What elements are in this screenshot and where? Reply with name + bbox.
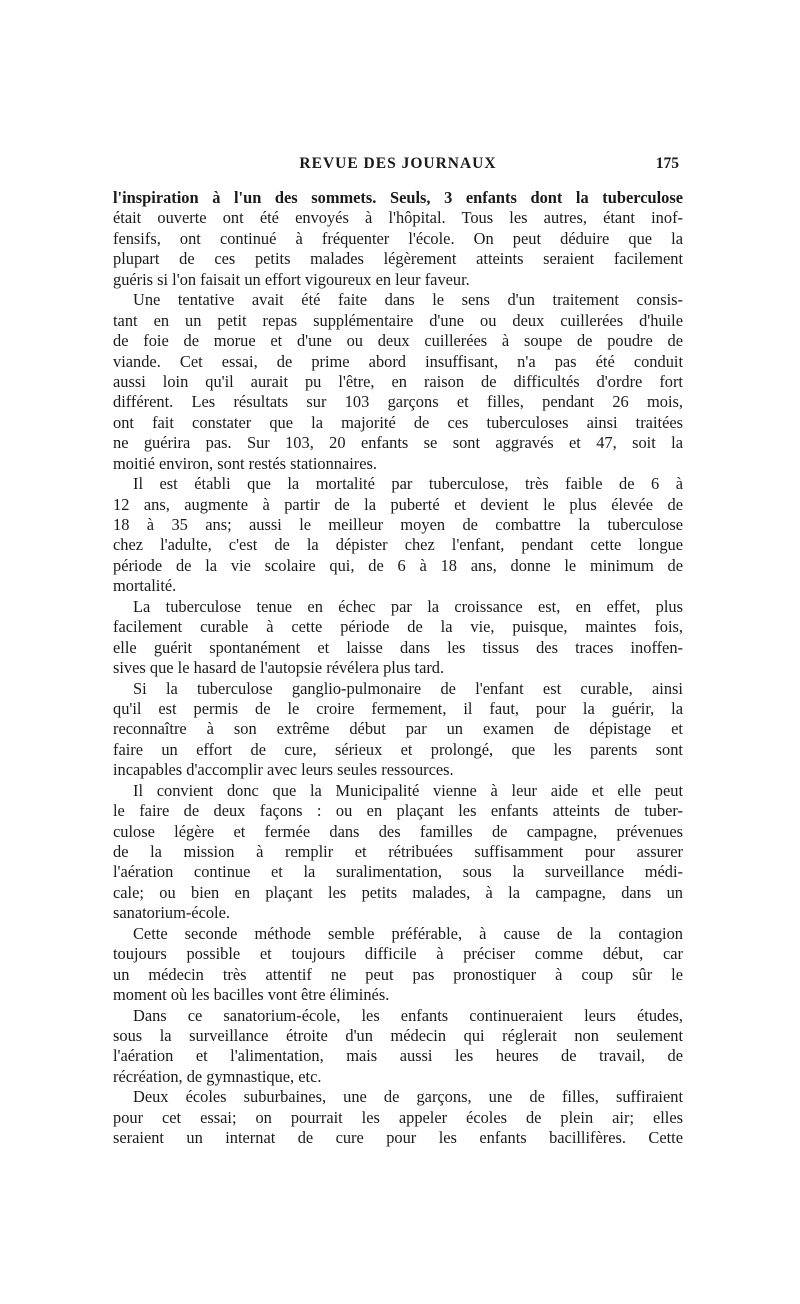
text-line: l'aération continue et la suralimentation, sous la surveillance médi- — [113, 862, 683, 882]
text-line: de la mission à remplir et rétribuées suffisamment pour assurer — [113, 842, 683, 861]
text-line: Il convient donc que la Municipalité vienne à leur aide et elle peut — [133, 780, 683, 800]
text-line: seraient un internat de cure pour les enfants bacillifères. Cette — [113, 1128, 683, 1148]
text-line: elle guérit spontanément et laisse dans les tissus des traces inoffen- — [113, 637, 683, 657]
text-line: toujours possible et toujours difficile à préciser comme début, car — [113, 944, 683, 964]
text-line: Si la tuberculose ganglio-pulmonaire de l'enfant est curable, ainsi — [133, 678, 683, 698]
text-line: Il est établi que la mortalité par tuberculose, très faible de 6 à — [133, 474, 683, 494]
text-line: de foie de morue et d'une ou deux cuillerées à soupe de poudre de — [113, 331, 683, 351]
text-line: 18 à 35 ans; aussi le meilleur moyen de combattre la tuberculose — [113, 515, 683, 534]
text-line: culose légère et fermée dans des familles de campagne, prévenues — [113, 821, 683, 841]
text-line: Une tentative avait été faite dans le sens d'un traitement consis- — [133, 290, 683, 310]
text-line: moment où les bacilles vont être éliminés. — [113, 985, 390, 1005]
text-line: était ouverte ont été envoyés à l'hôpital. Tous les autres, étant inof- — [113, 208, 683, 228]
running-title: REVUE DES JOURNAUX — [299, 155, 497, 172]
text-line: sous la surveillance étroite d'un médecin qui réglerait non seulement — [113, 1025, 683, 1045]
text-line: l'inspiration à l'un des sommets. Seuls, 3 enfants dont la tuberculose — [113, 188, 683, 207]
text-line: récréation, de gymnastique, etc. — [113, 1066, 322, 1086]
text-line: ont fait constater que la majorité de ces tuberculoses ainsi traitées — [113, 412, 683, 432]
text-line: un médecin très attentif ne peut pas pronostiquer à coup sûr le — [113, 964, 683, 984]
text-line: faire un effort de cure, sérieux et prolongé, que les parents sont — [113, 739, 683, 759]
text-line: chez l'adulte, c'est de la dépister chez l'enfant, pendant cette longue — [113, 535, 683, 555]
text-line: Cette seconde méthode semble préférable, à cause de la contagion — [133, 923, 683, 943]
text-line: sanatorium-école. — [113, 903, 230, 923]
text-line: reconnaître à son extrême début par un examen de dépistage et — [113, 719, 683, 739]
body-text — [113, 188, 683, 1149]
text-line: incapables d'accomplir avec leurs seules ressources. — [113, 760, 454, 780]
text-line: cale; ou bien en plaçant les petits malades, à la campagne, dans un — [113, 882, 683, 902]
text-line: viande. Cet essai, de prime abord insuffisant, n'a pas été conduit — [113, 351, 683, 371]
text-line: fensifs, ont continué à fréquenter l'école. On peut déduire que la — [113, 228, 683, 248]
text-line: Dans ce sanatorium-école, les enfants continueraient leurs études, — [133, 1005, 683, 1025]
text-line: Deux écoles suburbaines, une de garçons, une de filles, suffiraient — [133, 1087, 683, 1107]
text-line: La tuberculose tenue en échec par la croissance est, en effet, plus — [133, 596, 683, 616]
text-line: qu'il est permis de le croire fermement, il faut, pour la guérir, la — [113, 698, 683, 718]
text-line: l'aération et l'alimentation, mais aussi les heures de travail, de — [113, 1046, 683, 1066]
page-number: 175 — [655, 155, 679, 172]
text-line: sives que le hasard de l'autopsie révélera plus tard. — [113, 658, 445, 678]
text-line: le faire de deux façons : ou en plaçant les enfants atteints de tuber- — [113, 801, 683, 821]
text-line: aussi loin qu'il aurait pu l'être, en raison de difficultés d'ordre fort — [113, 371, 683, 391]
text-line: tant en un petit repas supplémentaire d'une ou deux cuillerées d'huile — [113, 310, 683, 330]
text-line: pour cet essai; on pourrait les appeler écoles de plein air; elles — [113, 1107, 683, 1127]
text-line: 12 ans, augmente à partir de la puberté et devient le plus élevée de — [113, 494, 683, 514]
document-page — [113, 0, 683, 1304]
text-line: plupart de ces petits malades légèrement atteints seraient facilement — [113, 249, 683, 269]
text-line: mortalité. — [113, 576, 177, 596]
text-line: guéris si l'on faisait un effort vigoureux en leur faveur. — [113, 269, 470, 289]
text-line: facilement curable à cette période de la vie, puisque, maintes fois, — [113, 617, 683, 637]
text-line: période de la vie scolaire qui, de 6 à 18 ans, donne le minimum de — [113, 555, 683, 575]
text-line: ne guérira pas. Sur 103, 20 enfants se sont aggravés et 47, soit la — [113, 433, 683, 453]
running-head — [113, 155, 683, 179]
text-line: différent. Les résultats sur 103 garçons et filles, pendant 26 mois, — [113, 392, 683, 412]
text-line: moitié environ, sont restés stationnaires. — [113, 453, 378, 473]
